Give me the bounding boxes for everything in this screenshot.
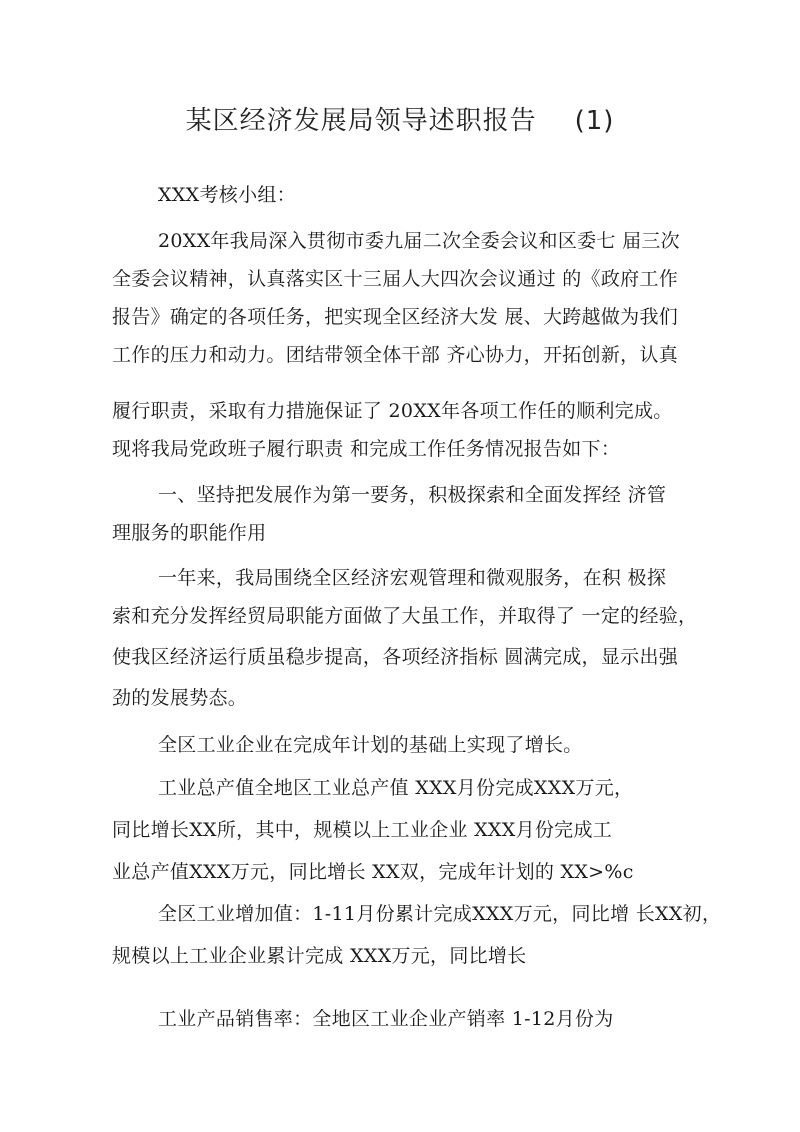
paragraph-line: 使我区经济运行质虽稳步提高，各项经济指标 圆满完成，显示出强 xyxy=(112,646,679,668)
paragraph-line: 同比增长XX所，其中，规模以上工业企业 XXX月份完成工 xyxy=(112,819,613,841)
title-number: (1) xyxy=(574,106,615,136)
paragraph-line: 现将我局党政班子履行职责 和完成工作任务情况报告如下： xyxy=(112,438,621,460)
paragraph-line: 工作的压力和动力。团结带领全体干部 齐心协力，开拓创新，认真 xyxy=(112,344,679,366)
title-text: 某区经济发展局领导述职报告 xyxy=(185,106,537,136)
paragraph-line: 规模以上工业企业累计完成 XXX万元，同比增长 xyxy=(112,945,527,967)
paragraph-line: 工业产品销售率：全地区工业企业产销率 1-12月份为 xyxy=(158,1008,614,1030)
paragraph-line: 劲的发展势态。 xyxy=(112,687,248,709)
paragraph-line: 工业总产值全地区工业总产值 XXX月份完成XXX万元， xyxy=(158,777,634,799)
paragraph-line: 全委会议精神，认真落实区十三届人大四次会议通过 的《政府工作 xyxy=(112,268,679,290)
paragraph-line: 报告》确定的各项任务，把实现全区经济大发 展、大跨越做为我们 xyxy=(112,306,679,328)
paragraph-line: 履行职责，采取有力措施保证了 20XX年各项工作任的顺利完成。 xyxy=(112,400,673,422)
paragraph-line: 20XX年我局深入贯彻市委九届二次全委会议和区委七 届三次 xyxy=(158,230,680,252)
paragraph-line: 业总产值XXX万元，同比增长 XX双，完成年计划的 XX>%c xyxy=(112,861,634,883)
paragraph-line: 一年来，我局围绕全区经济宏观管理和微观服务，在积 极探 xyxy=(158,567,667,589)
document-title xyxy=(0,100,800,137)
salutation: XXX考核小组： xyxy=(158,184,296,206)
section-heading: 一、坚持把发展作为第一要务，积极探索和全面发挥经 济管 xyxy=(158,484,667,506)
section-heading: 理服务的职能作用 xyxy=(112,522,267,544)
paragraph-line: 索和充分发挥经贸局职能方面做了大虽工作，并取得了 一定的经验， xyxy=(112,605,698,627)
paragraph-line: 全区工业增加值：1-11月份累计完成XXX万元，同比增 长XX初， xyxy=(158,903,722,925)
paragraph-line: 全区工业企业在完成年计划的基础上实现了增长。 xyxy=(158,734,583,756)
